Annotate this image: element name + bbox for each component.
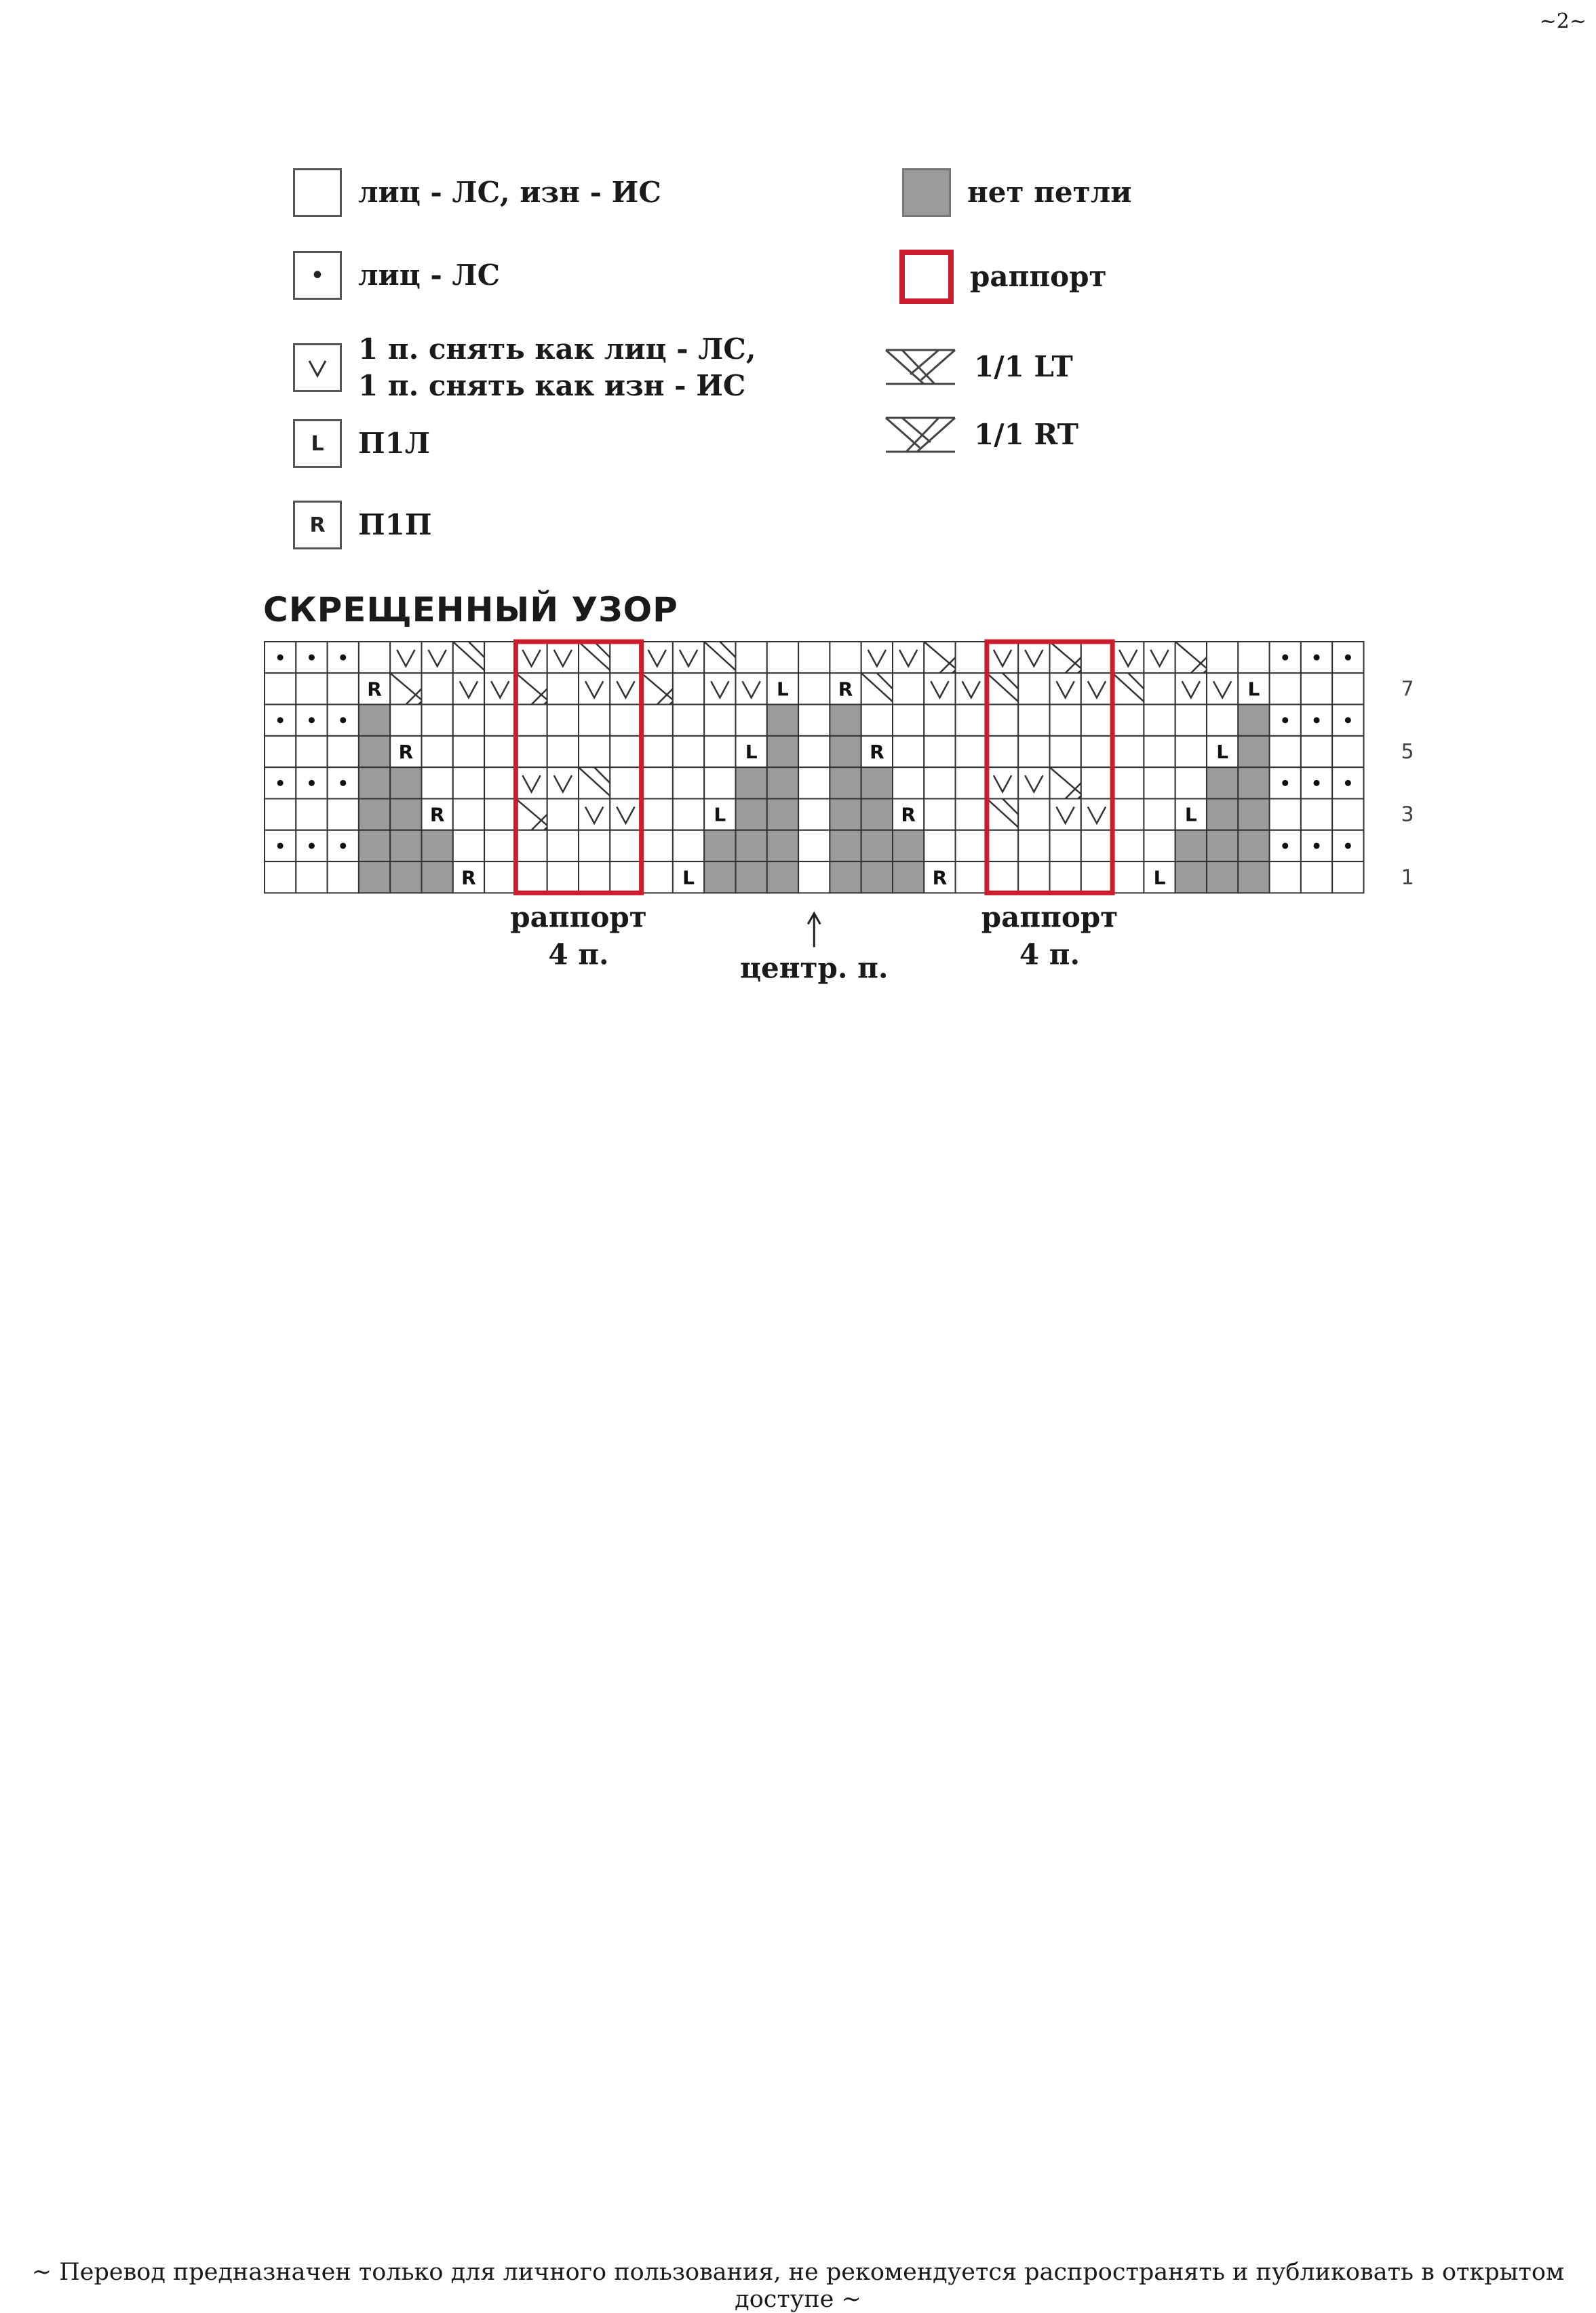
chart-cell [1332,736,1363,767]
chart-cell [453,673,484,704]
legend-no-stitch-label: нет петли [967,176,1132,209]
chart-title: СКРЕЩЕННЫЙ УЗОР [263,590,678,629]
chart-cell [422,736,453,767]
chart-cell [767,799,798,830]
chart-cell [1081,861,1112,893]
chart-cell [390,861,421,893]
chart-cell [704,861,735,893]
chart-cell [1081,673,1112,704]
chart-cell [390,830,421,861]
chart-cell [579,705,610,736]
r-stitch-mark: R [367,678,382,701]
purl-dot [340,780,346,786]
purl-dot [309,842,315,849]
chart-cell [579,861,610,893]
legend-lt-label: 1/1 LT [974,350,1073,383]
chart-cell [579,736,610,767]
chart-cell [1175,767,1207,798]
chart-cell [1018,767,1049,798]
l-stitch-mark: L [682,866,695,889]
chart-cell [798,705,830,736]
chart-cell [736,861,767,893]
chart-cell [987,705,1018,736]
chart-cell [1301,736,1332,767]
r-stitch-mark: R [870,741,884,764]
chart-cell [642,830,673,861]
chart-cell [1238,830,1269,861]
chart-cell [987,642,1018,673]
chart-cell [359,642,390,673]
chart-cell [1144,705,1175,736]
chart-cell [390,705,421,736]
chart-cell [328,673,359,704]
purl-dot [277,780,284,786]
chart-cell [484,830,515,861]
chart-cell [861,861,893,893]
chart-cell [296,799,327,830]
purl-dot [1282,655,1288,661]
chart-cell [547,767,579,798]
chart-cell [484,736,515,767]
chart-cell [1175,830,1207,861]
chart-cell [830,736,861,767]
chart-cell [830,705,861,736]
chart-cell [547,830,579,861]
chart-cell [610,642,641,673]
chart-cell [956,830,987,861]
l-stitch-mark: L [777,678,789,701]
l-stitch-mark: L [1216,741,1229,764]
chart-cell [1018,799,1049,830]
chart-cell [1270,736,1301,767]
chart-cell [1050,799,1081,830]
row-number: 5 [1401,740,1414,764]
repeat-count: 4 п. [548,937,609,971]
chart-cell [390,642,421,673]
chart-cell [265,861,296,893]
chart-cell [830,830,861,861]
l-stitch-mark: L [745,741,758,764]
chart-cell [359,736,390,767]
chart-cell [1112,736,1144,767]
chart-cell [1238,767,1269,798]
chart-cell [610,767,641,798]
chart-cell [830,861,861,893]
chart-cell [956,705,987,736]
chart-cell [1238,799,1269,830]
chart-cell [422,642,453,673]
chart-cell [1112,642,1144,673]
chart-cell [1144,736,1175,767]
chart-cell [359,767,390,798]
footer-note: ~ Перевод предназначен только для личного пользования, не рекомендуется распространять и публиковать в открытом доступе ~ [31,2259,1565,2313]
chart-cell [453,705,484,736]
chart-cell [328,861,359,893]
chart-cell [987,830,1018,861]
chart-cell [704,767,735,798]
chart-cell [1050,830,1081,861]
page-number: ~2~ [1539,9,1587,33]
chart-cell [515,861,547,893]
chart-cell [1332,799,1363,830]
chart-cell [1175,861,1207,893]
chart-cell [328,799,359,830]
r-symbol-icon: R [293,501,342,549]
purl-dot [1282,842,1288,849]
chart-cell [1144,830,1175,861]
chart-cell [1112,799,1144,830]
chart-cell [265,799,296,830]
chart-cell [1050,705,1081,736]
chart-cell [1018,830,1049,861]
chart-cell [924,830,955,861]
chart-cell [579,799,610,830]
chart-cell [296,673,327,704]
chart-cell [1238,642,1269,673]
chart-cell [484,642,515,673]
chart-cell [1144,767,1175,798]
chart-cell [610,705,641,736]
legend-slip-line2: 1 п. снять как изн - ИС [358,369,746,402]
chart-cell [956,736,987,767]
chart-cell [924,767,955,798]
chart-cell [673,799,704,830]
chart-cell [767,705,798,736]
chart-cell [1238,736,1269,767]
chart-cell [673,705,704,736]
chart-cell [515,642,547,673]
l-stitch-mark: L [1153,866,1166,889]
chart-cell [956,642,987,673]
chart-cell [547,861,579,893]
row-number: 3 [1401,802,1414,827]
chart-cell [1018,673,1049,704]
chart-cell [861,642,893,673]
chart-cell [830,799,861,830]
legend-r-label: П1П [358,508,432,541]
chart-cell [1175,705,1207,736]
chart-cell [893,673,924,704]
chart-cell [484,673,515,704]
purl-dot [277,842,284,849]
center-stitch-label: центр. п. [740,951,889,985]
chart-cell [1238,705,1269,736]
chart-cell [673,767,704,798]
r-stitch-mark: R [398,741,414,764]
chart-cell [642,799,673,830]
chart-cell [673,642,704,673]
chart-cell [1207,861,1238,893]
legend-slip-line1: 1 п. снять как лиц - ЛС, [358,332,756,366]
chart-cell [484,799,515,830]
chart-cell [1144,799,1175,830]
chart-cell [830,642,861,673]
chart-cell [1207,830,1238,861]
chart-cell [1112,861,1144,893]
chart-cell [987,767,1018,798]
legend-purl-label: лиц - ЛС [358,258,501,292]
chart-cell [1332,673,1363,704]
purl-dot [1314,780,1320,786]
legend-l-label: П1Л [358,427,431,460]
repeat-caption: раппорт [981,900,1118,934]
chart-cell [1301,673,1332,704]
chart-cell [1207,767,1238,798]
chart-cell [956,799,987,830]
legend-repeat-label: раппорт [970,260,1107,293]
chart-cell [1238,861,1269,893]
chart-cell [893,767,924,798]
chart-cell [1081,642,1112,673]
r-stitch-mark: R [901,803,916,826]
chart-cell [1301,799,1332,830]
chart-cell [1081,736,1112,767]
chart-cell [390,799,421,830]
l-symbol-icon: L [293,419,342,468]
chart-cell [893,861,924,893]
purl-dot [1345,842,1351,849]
chart-cell [736,673,767,704]
purl-dot [340,717,346,723]
chart-cell [956,673,987,704]
chart-cell [642,736,673,767]
chart-cell [579,830,610,861]
chart-cell [924,799,955,830]
chart-cell [1112,767,1144,798]
chart-cell [1207,705,1238,736]
chart-cell [1050,861,1081,893]
purl-dot [309,655,315,661]
knitting-chart [0,0,1596,1017]
chart-cell [798,642,830,673]
legend-knit-label: лиц - ЛС, изн - ИС [358,176,661,209]
chart-cell [515,767,547,798]
chart-cell [642,642,673,673]
chart-cell [1301,861,1332,893]
chart-cell [704,830,735,861]
purl-dot [309,717,315,723]
chart-cell [987,736,1018,767]
chart-cell [453,830,484,861]
chart-cell [736,767,767,798]
chart-cell [1018,642,1049,673]
chart-cell [1018,705,1049,736]
chart-cell [547,736,579,767]
chart-cell [704,705,735,736]
chart-cell [673,736,704,767]
chart-cell [1050,736,1081,767]
chart-cell [359,705,390,736]
chart-cell [798,767,830,798]
r-stitch-mark: R [461,866,476,889]
chart-cell [610,861,641,893]
chart-cell [673,830,704,861]
chart-cell [736,830,767,861]
chart-cell [1018,736,1049,767]
purl-dot [309,780,315,786]
chart-cell [1050,673,1081,704]
chart-cell [547,642,579,673]
chart-cell [798,736,830,767]
chart-cell [736,705,767,736]
center-arrow-icon [808,913,820,947]
chart-cell [453,767,484,798]
chart-cell [798,799,830,830]
chart-cell [547,799,579,830]
chart-cell [422,767,453,798]
chart-cell [987,861,1018,893]
chart-cell [547,705,579,736]
chart-cell [1081,705,1112,736]
row-number: 7 [1401,677,1414,701]
chart-cell [924,736,955,767]
chart-cell [484,767,515,798]
repeat-count: 4 п. [1019,937,1081,971]
chart-cell [642,705,673,736]
chart-cell [1270,673,1301,704]
chart-cell [515,705,547,736]
chart-cell [924,705,955,736]
chart-cell [359,861,390,893]
chart-cell [767,861,798,893]
r-stitch-mark: R [838,678,853,701]
chart-cell [1207,799,1238,830]
chart-cell [1112,705,1144,736]
chart-cell [861,705,893,736]
purl-dot [1314,842,1320,849]
chart-cell [328,736,359,767]
chart-cell [359,799,390,830]
chart-cell [484,705,515,736]
chart-cell [1175,736,1207,767]
chart-cell [1175,673,1207,704]
chart-cell [515,830,547,861]
chart-cell [642,861,673,893]
chart-cell [453,736,484,767]
purl-dot [277,655,284,661]
chart-cell [1081,799,1112,830]
legend-rt-label: 1/1 RT [974,418,1078,451]
chart-cell [861,799,893,830]
purl-dot [340,655,346,661]
chart-cell [422,861,453,893]
chart-cell [1270,861,1301,893]
chart-cell [893,736,924,767]
chart-cell [1332,861,1363,893]
chart-cell [704,673,735,704]
purl-dot [1314,717,1320,723]
l-stitch-mark: L [714,803,726,826]
chart-cell [296,861,327,893]
purl-dot [1345,780,1351,786]
purl-dot [340,842,346,849]
r-stitch-mark: R [429,803,445,826]
chart-cell [484,861,515,893]
chart-cell [265,736,296,767]
chart-cell [1207,673,1238,704]
chart-cell [861,767,893,798]
chart-cell [1144,642,1175,673]
chart-cell [390,767,421,798]
chart-cell [798,861,830,893]
chart-cell [798,673,830,704]
chart-cell [1112,830,1144,861]
chart-cell [1144,673,1175,704]
chart-cell [642,767,673,798]
chart-cell [736,799,767,830]
chart-cell [359,830,390,861]
purl-dot [1314,655,1320,661]
chart-cell [956,861,987,893]
purl-dot [277,717,284,723]
chart-cell [1081,830,1112,861]
chart-cell [893,642,924,673]
chart-cell [422,830,453,861]
purl-dot [1345,717,1351,723]
chart-cell [767,830,798,861]
row-number: 1 [1401,866,1414,890]
chart-cell [767,642,798,673]
chart-cell [956,767,987,798]
chart-cell [704,736,735,767]
chart-cell [265,673,296,704]
l-stitch-mark: L [1247,678,1260,701]
chart-cell [453,799,484,830]
chart-cell [1018,861,1049,893]
chart-cell [798,830,830,861]
chart-cell [673,673,704,704]
l-stitch-mark: L [1184,803,1197,826]
chart-cell [767,736,798,767]
chart-cell [893,830,924,861]
chart-cell [924,673,955,704]
chart-cell [767,767,798,798]
purl-dot [1345,655,1351,661]
chart-cell [893,705,924,736]
chart-cell [1207,642,1238,673]
r-stitch-mark: R [932,866,948,889]
chart-cell [830,767,861,798]
chart-cell [861,830,893,861]
chart-cell [736,642,767,673]
dot-icon: • [293,251,342,300]
chart-cell [610,736,641,767]
purl-dot [1282,717,1288,723]
chart-cell [1081,767,1112,798]
chart-cell [579,673,610,704]
purl-dot [1282,780,1288,786]
repeat-caption: раппорт [510,900,647,934]
chart-cell [296,736,327,767]
chart-cell [422,705,453,736]
chart-cell [422,673,453,704]
chart-cell [610,830,641,861]
chart-cell [515,736,547,767]
chart-cell [610,799,641,830]
chart-cell [610,673,641,704]
chart-cell [1270,799,1301,830]
chart-cell [547,673,579,704]
